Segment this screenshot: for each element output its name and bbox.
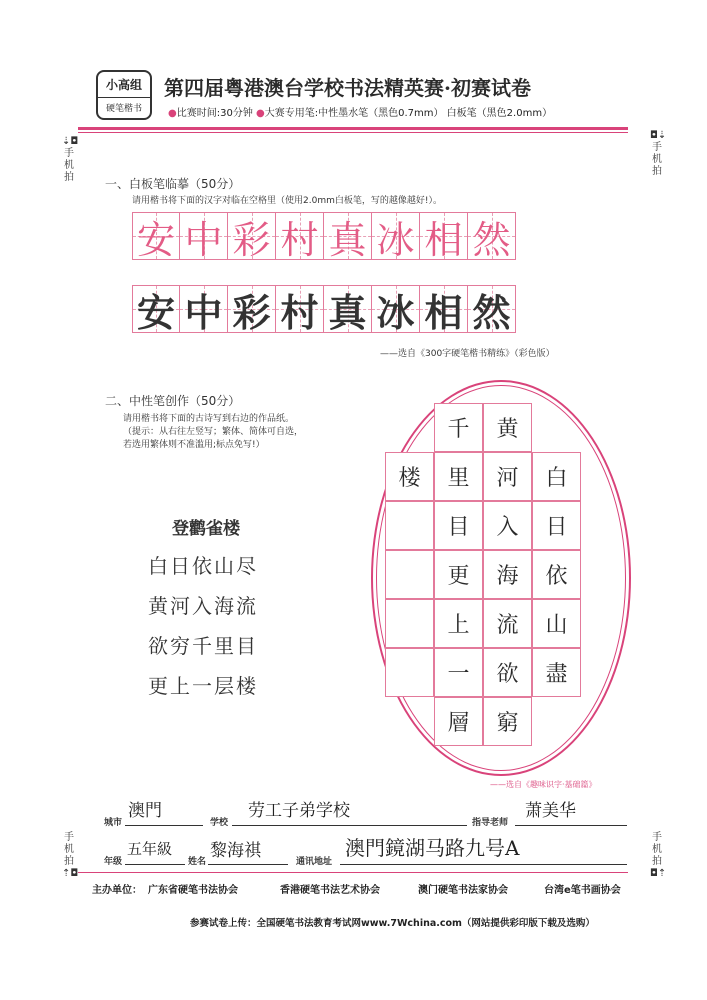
form-divider (78, 872, 628, 873)
poem-cell[interactable] (385, 648, 434, 697)
side-marker-bottom-left: 手机拍 ⇡◘ (62, 832, 79, 879)
exam-info (168, 104, 552, 119)
model-char-row (132, 212, 516, 260)
poem-cell[interactable]: 楼 (385, 452, 434, 501)
poem-line: 白日依山尽 (148, 554, 258, 578)
organizer-1: 广东省硬笔书法协会 (148, 885, 238, 896)
organizer-3: 澳门硬笔书法家协会 (418, 885, 508, 896)
name-underline (208, 864, 288, 865)
written-char-cell[interactable]: 彩 (228, 285, 276, 333)
camera-icon: ◘⇣ (650, 130, 667, 141)
written-char-cell[interactable]: 中 (180, 285, 228, 333)
written-char-row (132, 285, 516, 333)
name-value[interactable]: 黎海祺 (210, 841, 261, 861)
poem-cell[interactable]: 河 (483, 452, 532, 501)
written-char-cell[interactable]: 安 (132, 285, 180, 333)
badge-category: 硬笔楷书 (105, 104, 142, 114)
bullet-icon: ● (256, 108, 265, 119)
section2-title: 二、中性笔创作（50分） (105, 394, 241, 408)
model-char-cell: 冰 (372, 212, 420, 260)
poem-cell[interactable]: 千 (434, 403, 483, 452)
poem-line: 黄河入海流 (148, 594, 258, 618)
city-label: 城市 (104, 818, 123, 828)
written-char-cell[interactable]: 冰 (372, 285, 420, 333)
address-value[interactable]: 澳門鏡湖马路九号A (345, 836, 520, 860)
section2-instruction-2: （提示：从右往左竖写；繁体、简体可自选， (123, 427, 304, 437)
poem-line: 欲穷千里目 (148, 634, 258, 658)
poem-cell[interactable]: 里 (434, 452, 483, 501)
poem-cell[interactable]: 目 (434, 501, 483, 550)
grade-underline (125, 864, 185, 865)
camera-icon: ⇣◘ (62, 136, 79, 147)
poem-cell[interactable]: 入 (483, 501, 532, 550)
header-divider-thin (78, 132, 628, 133)
poem-cell[interactable]: 流 (483, 599, 532, 648)
camera-icon: ⇡◘ (62, 868, 79, 879)
address-underline (340, 864, 627, 865)
poem-title: 登鹳雀楼 (172, 519, 240, 539)
model-char-cell: 相 (420, 212, 468, 260)
organizer-label: 主办单位： (92, 885, 142, 896)
written-char-cell[interactable]: 相 (420, 285, 468, 333)
poem-cell[interactable]: 更 (434, 550, 483, 599)
poem-cell[interactable] (385, 599, 434, 648)
teacher-underline (515, 825, 627, 826)
model-char-cell: 真 (324, 212, 372, 260)
organizer-2: 香港硬笔书法艺术协会 (280, 885, 380, 896)
poem-cell[interactable]: 一 (434, 648, 483, 697)
group-badge (96, 70, 152, 120)
written-char-cell[interactable]: 村 (276, 285, 324, 333)
organizer-4: 台湾e笔书画协会 (544, 885, 621, 896)
section1-source: ——选自《300字硬笔楷书精练》（彩色版） (380, 349, 555, 359)
poem-cell[interactable]: 欲 (483, 648, 532, 697)
teacher-label: 指导老师 (472, 818, 509, 828)
model-char-cell: 村 (276, 212, 324, 260)
grade-label: 年级 (104, 857, 123, 867)
bullet-icon: ● (168, 108, 177, 119)
model-char-cell: 中 (180, 212, 228, 260)
poem-cell[interactable] (385, 550, 434, 599)
section1-instruction: 请用楷书将下面的汉字对临在空格里（使用2.0mm白板笔，写的越像越好!）。 (132, 196, 442, 206)
written-char-cell[interactable]: 真 (324, 285, 372, 333)
poem-cell[interactable] (385, 501, 434, 550)
city-value[interactable]: 澳門 (128, 801, 162, 821)
side-marker-top-right: ◘⇣ 手机拍 (650, 130, 667, 177)
section2-instruction-3: 若选用繁体则不准滥用;标点免写!） (123, 440, 265, 450)
page-title: 第四届粤港澳台学校书法精英赛·初赛试卷 (164, 76, 531, 100)
poem-cell[interactable]: 日 (532, 501, 581, 550)
written-char-cell[interactable]: 然 (468, 285, 516, 333)
poem-cell[interactable]: 黄 (483, 403, 532, 452)
upload-footer: 参赛试卷上传：全国硬笔书法教育考试网www.7Wchina.com（网站提供彩印版下载及选购） (190, 918, 595, 929)
poem-cell[interactable]: 山 (532, 599, 581, 648)
grade-value[interactable]: 五年級 (127, 840, 173, 858)
side-marker-top-left: ⇣◘ 手机拍 (62, 136, 79, 183)
school-label: 学校 (210, 818, 229, 828)
exam-time: 比赛时间:30分钟 (176, 108, 253, 119)
model-char-cell: 然 (468, 212, 516, 260)
model-char-cell: 安 (132, 212, 180, 260)
city-underline (125, 825, 203, 826)
model-char-cell: 彩 (228, 212, 276, 260)
poem-line: 更上一层楼 (148, 674, 258, 698)
poem-cell[interactable]: 白 (532, 452, 581, 501)
school-value[interactable]: 劳工子弟学校 (248, 801, 350, 821)
section2-source: ——选自《趣味识字·基础篇》 (490, 780, 597, 789)
poem-cell[interactable]: 窮 (483, 697, 532, 746)
side-marker-bottom-right: 手机拍 ◘⇡ (650, 832, 667, 879)
camera-icon: ◘⇡ (650, 868, 667, 879)
name-label: 姓名 (188, 857, 207, 867)
poem-cell[interactable]: 層 (434, 697, 483, 746)
exam-pen: 大赛专用笔:中性墨水笔（黑色0.7mm） 白板笔（黑色2.0mm） (264, 108, 553, 119)
badge-group-name: 小高组 (98, 72, 150, 98)
section2-instruction-1: 请用楷书将下面的古诗写到右边的作品纸。 (123, 414, 295, 424)
section1-title: 一、白板笔临摹（50分） (105, 177, 241, 191)
school-underline (232, 825, 467, 826)
address-label: 通讯地址 (296, 857, 333, 867)
poem-cell[interactable]: 上 (434, 599, 483, 648)
poem-cell[interactable]: 依 (532, 550, 581, 599)
poem-cell[interactable]: 海 (483, 550, 532, 599)
header-divider (78, 127, 628, 130)
poem-cell[interactable]: 盡 (532, 648, 581, 697)
teacher-value[interactable]: 萧美华 (525, 801, 576, 821)
